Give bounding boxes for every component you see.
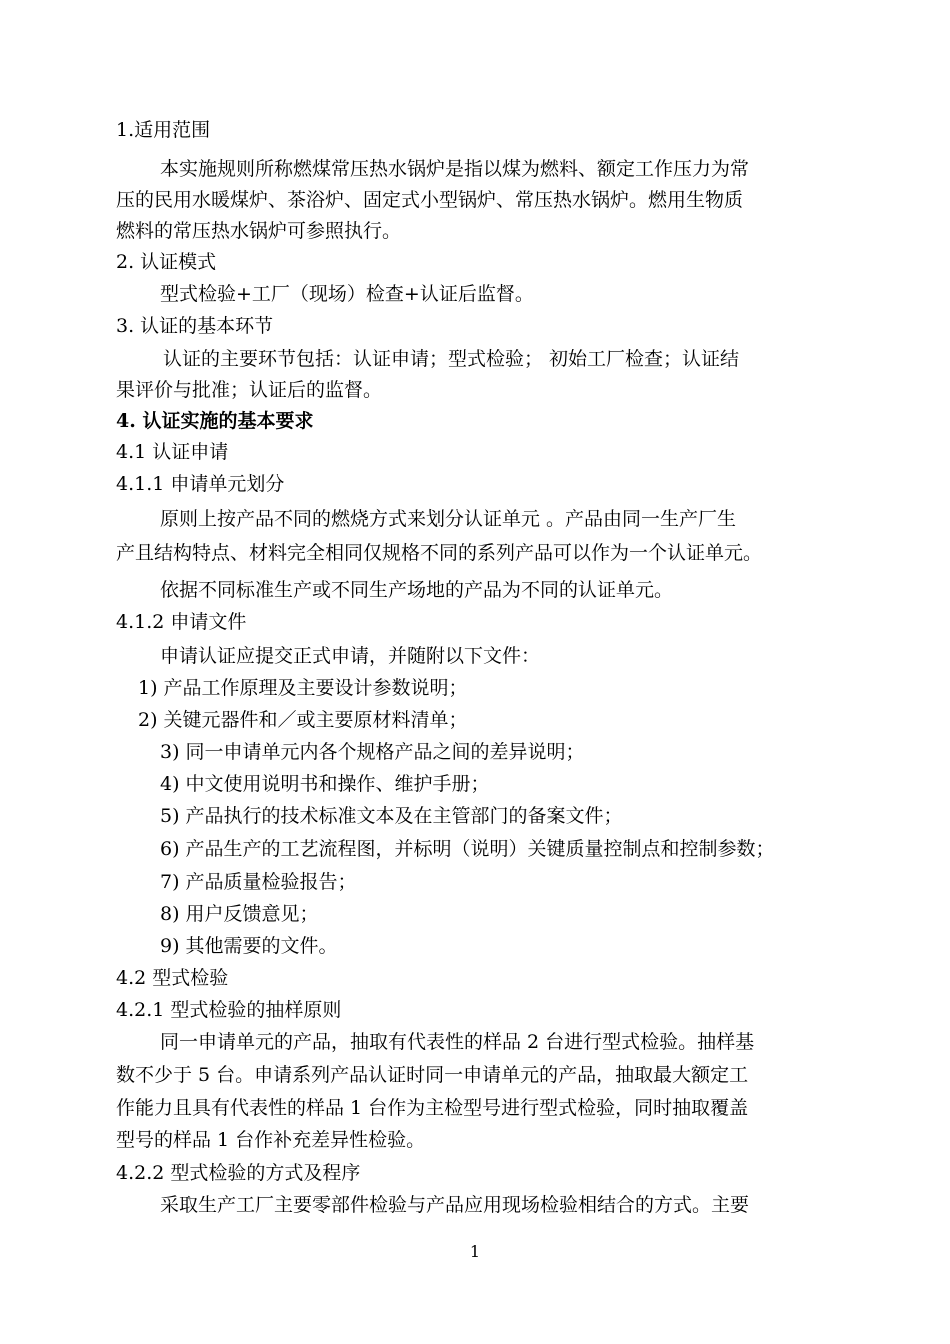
paragraph-line: 申请认证应提交正式申请，并随附以下文件： <box>160 645 541 667</box>
list-item: 9) 其他需要的文件。 <box>160 935 338 957</box>
subsection-heading: 4.1.1 申请单元划分 <box>116 473 285 495</box>
paragraph-line: 本实施规则所称燃煤常压热水锅炉是指以煤为燃料、额定工作压力为常 <box>160 158 750 180</box>
paragraph-line: 产且结构特点、材料完全相同仅规格不同的系列产品可以作为一个认证单元。 <box>116 542 763 564</box>
paragraph-line: 型号的样品 1 台作补充差异性检验。 <box>116 1129 426 1151</box>
paragraph-line: 作能力且具有代表性的样品 1 台作为主检型号进行型式检验，同时抽取覆盖 <box>116 1097 749 1119</box>
subsection-heading: 4.1 认证申请 <box>116 441 229 463</box>
paragraph-line: 认证的主要环节包括：认证申请；型式检验； 初始工厂检查；认证结 <box>163 348 740 370</box>
list-item: 8) 用户反馈意见； <box>160 903 319 925</box>
subsection-heading: 4.1.2 申请文件 <box>116 611 247 633</box>
paragraph-line: 型式检验+工厂（现场）检查+认证后监督。 <box>160 283 534 305</box>
list-item: 7) 产品质量检验报告； <box>160 871 357 893</box>
list-item: 3) 同一申请单元内各个规格产品之间的差异说明； <box>160 741 585 763</box>
list-item: 2) 关键元器件和／或主要原材料清单； <box>138 709 468 731</box>
list-item: 5) 产品执行的技术标准文本及在主管部门的备案文件； <box>160 805 623 827</box>
paragraph-line: 同一申请单元的产品，抽取有代表性的样品 2 台进行型式检验。抽样基 <box>160 1031 755 1053</box>
paragraph-line: 燃料的常压热水锅炉可参照执行。 <box>116 220 402 242</box>
paragraph-line: 原则上按产品不同的燃烧方式来划分认证单元 。产品由同一生产厂生 <box>160 508 737 530</box>
subsection-heading: 4.2.2 型式检验的方式及程序 <box>116 1162 361 1184</box>
list-item: 6) 产品生产的工艺流程图，并标明（说明）关键质量控制点和控制参数； <box>160 838 775 860</box>
section-heading-1: 1.适用范围 <box>116 119 211 141</box>
paragraph-line: 果评价与批准；认证后的监督。 <box>116 379 383 401</box>
subsection-heading: 4.2 型式检验 <box>116 967 229 989</box>
list-item: 1) 产品工作原理及主要设计参数说明； <box>138 677 468 699</box>
section-heading-2: 2. 认证模式 <box>116 251 217 273</box>
page-number: 1 <box>469 1242 481 1261</box>
paragraph-line: 采取生产工厂主要零部件检验与产品应用现场检验相结合的方式。主要 <box>160 1194 750 1216</box>
paragraph-line: 数不少于 5 台。申请系列产品认证时同一申请单元的产品，抽取最大额定工 <box>116 1064 749 1086</box>
paragraph-line: 压的民用水暖煤炉、茶浴炉、固定式小型锅炉、常压热水锅炉。燃用生物质 <box>116 189 744 211</box>
paragraph-line: 依据不同标准生产或不同生产场地的产品为不同的认证单元。 <box>160 579 674 601</box>
subsection-heading: 4.2.1 型式检验的抽样原则 <box>116 999 342 1021</box>
list-item: 4) 中文使用说明书和操作、维护手册； <box>160 773 490 795</box>
section-heading-3: 3. 认证的基本环节 <box>116 315 274 337</box>
section-heading-4: 4. 认证实施的基本要求 <box>116 410 314 432</box>
